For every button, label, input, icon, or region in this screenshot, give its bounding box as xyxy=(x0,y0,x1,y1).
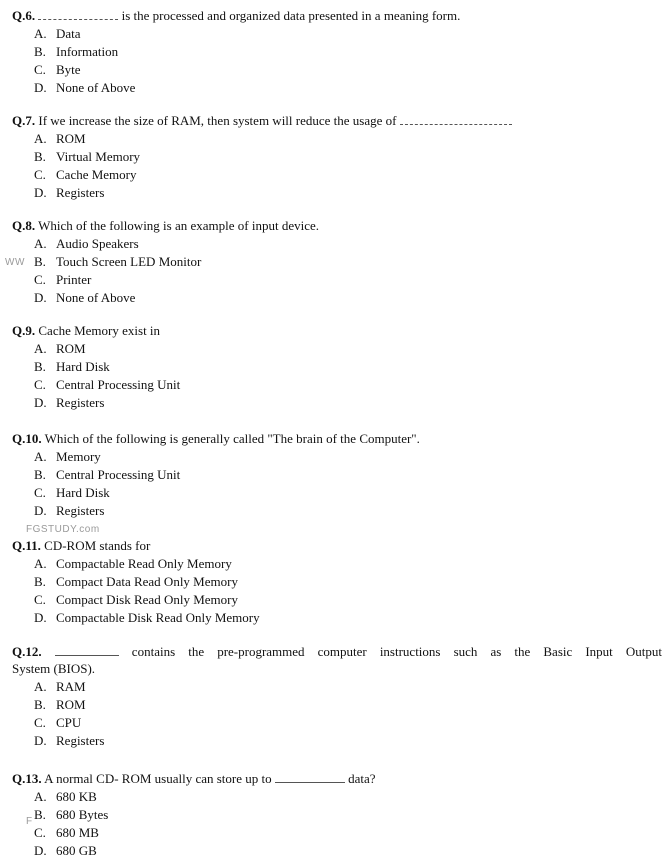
option-text: Information xyxy=(56,44,119,59)
option-letter: C. xyxy=(34,167,46,182)
option-letter: A. xyxy=(34,679,47,694)
option-b xyxy=(12,696,662,714)
option-text: None of Above xyxy=(56,80,136,95)
option-text: Memory xyxy=(56,449,101,464)
option-c xyxy=(12,61,662,79)
option-letter: C. xyxy=(34,715,46,730)
option-d xyxy=(12,502,662,520)
option-text: None of Above xyxy=(56,290,136,305)
question-6-stem xyxy=(12,7,662,24)
option-b xyxy=(12,43,662,61)
option-letter: D. xyxy=(34,80,47,95)
option-c xyxy=(12,591,662,609)
question-10 xyxy=(12,430,662,520)
question-11-options xyxy=(12,555,662,627)
option-letter: B. xyxy=(34,697,46,712)
option-text: Cache Memory xyxy=(56,167,137,182)
option-d xyxy=(12,732,662,750)
option-letter: D. xyxy=(34,733,47,748)
question-13-text: A normal CD- ROM usually can store up to xyxy=(41,771,275,786)
option-c xyxy=(12,824,662,842)
option-a xyxy=(12,235,662,253)
option-d xyxy=(12,609,662,627)
question-10-options xyxy=(12,448,662,520)
question-13-options xyxy=(12,788,662,860)
question-number: Q.7. xyxy=(12,113,36,128)
option-c xyxy=(12,376,662,394)
option-text: 680 KB xyxy=(56,789,97,804)
question-12-text-cont: System (BIOS). xyxy=(12,661,96,676)
option-d xyxy=(12,394,662,412)
option-letter: D. xyxy=(34,843,47,858)
option-text: Registers xyxy=(56,733,105,748)
answer-blank xyxy=(400,114,512,125)
option-letter: B. xyxy=(34,807,46,822)
question-number: Q.8. xyxy=(12,218,36,233)
question-8-text: Which of the following is an example of input device. xyxy=(35,218,320,233)
question-number: Q.12. xyxy=(12,644,42,659)
answer-blank xyxy=(38,9,118,20)
question-9-stem xyxy=(12,322,662,339)
option-text: Central Processing Unit xyxy=(56,467,181,482)
question-9 xyxy=(12,322,662,412)
question-7-text: If we increase the size of RAM, then system will reduce the usage of xyxy=(35,113,400,128)
option-c xyxy=(12,271,662,289)
option-a xyxy=(12,340,662,358)
option-b xyxy=(12,253,662,271)
option-text: 680 Bytes xyxy=(56,807,109,822)
question-8-stem xyxy=(12,217,662,234)
option-letter: D. xyxy=(34,185,47,200)
question-13-text-end: data? xyxy=(344,771,376,786)
answer-blank xyxy=(55,645,119,656)
question-8 xyxy=(12,217,662,307)
question-10-text: Which of the following is generally called "The brain of the Computer". xyxy=(41,431,420,446)
option-a xyxy=(12,678,662,696)
option-letter: C. xyxy=(34,377,46,392)
option-letter: C. xyxy=(34,485,46,500)
option-c xyxy=(12,166,662,184)
question-12-options xyxy=(12,678,662,750)
option-letter: C. xyxy=(34,825,46,840)
option-text: Printer xyxy=(56,272,92,287)
question-9-text: Cache Memory exist in xyxy=(35,323,161,338)
option-a xyxy=(12,130,662,148)
question-10-stem xyxy=(12,430,662,447)
option-text: Compactable Read Only Memory xyxy=(56,556,232,571)
option-letter: D. xyxy=(34,290,47,305)
question-number: Q.10. xyxy=(12,431,42,446)
option-letter: D. xyxy=(34,610,47,625)
option-text: Hard Disk xyxy=(56,485,110,500)
option-text: Virtual Memory xyxy=(56,149,141,164)
option-text: ROM xyxy=(56,131,86,146)
option-text: CPU xyxy=(56,715,82,730)
option-c xyxy=(12,714,662,732)
question-12-text: contains the pre-programmed computer instructions such as the Basic Input Output xyxy=(118,644,662,659)
option-letter: A. xyxy=(34,341,47,356)
option-letter: A. xyxy=(34,556,47,571)
question-11-text: CD-ROM stands for xyxy=(40,538,151,553)
question-12-stem-line-2 xyxy=(12,660,662,677)
option-text: Touch Screen LED Monitor xyxy=(56,254,202,269)
question-number: Q.13. xyxy=(12,771,42,786)
watermark-f: F xyxy=(26,816,33,827)
option-text: ROM xyxy=(56,341,86,356)
option-text: Hard Disk xyxy=(56,359,110,374)
question-13-stem xyxy=(12,770,662,787)
watermark-site: FGSTUDY.com xyxy=(26,524,100,535)
option-a xyxy=(12,788,662,806)
question-11 xyxy=(12,537,662,627)
option-text: Data xyxy=(56,26,81,41)
question-12-stem-line-1 xyxy=(12,643,662,660)
option-d xyxy=(12,842,662,860)
answer-blank xyxy=(275,772,345,783)
option-text: Registers xyxy=(56,185,105,200)
option-letter: B. xyxy=(34,149,46,164)
option-letter: A. xyxy=(34,449,47,464)
option-text: 680 GB xyxy=(56,843,97,858)
option-d xyxy=(12,184,662,202)
option-letter: B. xyxy=(34,359,46,374)
option-letter: C. xyxy=(34,592,46,607)
option-b xyxy=(12,573,662,591)
option-text: Compact Disk Read Only Memory xyxy=(56,592,238,607)
option-d xyxy=(12,289,662,307)
option-text: Byte xyxy=(56,62,81,77)
question-7-stem xyxy=(12,112,662,129)
question-12 xyxy=(12,643,662,750)
option-text: Audio Speakers xyxy=(56,236,139,251)
option-letter: A. xyxy=(34,26,47,41)
question-8-options xyxy=(12,235,662,307)
watermark-ww: WW xyxy=(5,257,25,268)
option-letter: D. xyxy=(34,503,47,518)
option-text: RAM xyxy=(56,679,86,694)
option-text: Registers xyxy=(56,503,105,518)
question-6-options xyxy=(12,25,662,97)
question-13 xyxy=(12,770,662,860)
question-number: Q.11. xyxy=(12,538,41,553)
option-text: 680 MB xyxy=(56,825,99,840)
option-b xyxy=(12,148,662,166)
question-9-options xyxy=(12,340,662,412)
option-a xyxy=(12,25,662,43)
question-6-text: is the processed and organized data presented in a meaning form. xyxy=(118,8,461,23)
question-11-stem xyxy=(12,537,662,554)
option-letter: A. xyxy=(34,236,47,251)
option-b xyxy=(12,466,662,484)
option-letter: B. xyxy=(34,254,46,269)
option-text: Central Processing Unit xyxy=(56,377,181,392)
option-b xyxy=(12,806,662,824)
option-text: Compactable Disk Read Only Memory xyxy=(56,610,260,625)
question-7 xyxy=(12,112,662,202)
option-b xyxy=(12,358,662,376)
option-d xyxy=(12,79,662,97)
option-letter: B. xyxy=(34,574,46,589)
option-letter: B. xyxy=(34,467,46,482)
question-6 xyxy=(12,7,662,97)
option-c xyxy=(12,484,662,502)
question-number: Q.6. xyxy=(12,8,36,23)
option-letter: A. xyxy=(34,789,47,804)
option-text: Registers xyxy=(56,395,105,410)
option-a xyxy=(12,448,662,466)
option-text: ROM xyxy=(56,697,86,712)
option-letter: C. xyxy=(34,272,46,287)
question-7-options xyxy=(12,130,662,202)
option-letter: A. xyxy=(34,131,47,146)
option-letter: C. xyxy=(34,62,46,77)
option-letter: D. xyxy=(34,395,47,410)
option-text: Compact Data Read Only Memory xyxy=(56,574,238,589)
question-number: Q.9. xyxy=(12,323,36,338)
option-letter: B. xyxy=(34,44,46,59)
option-a xyxy=(12,555,662,573)
